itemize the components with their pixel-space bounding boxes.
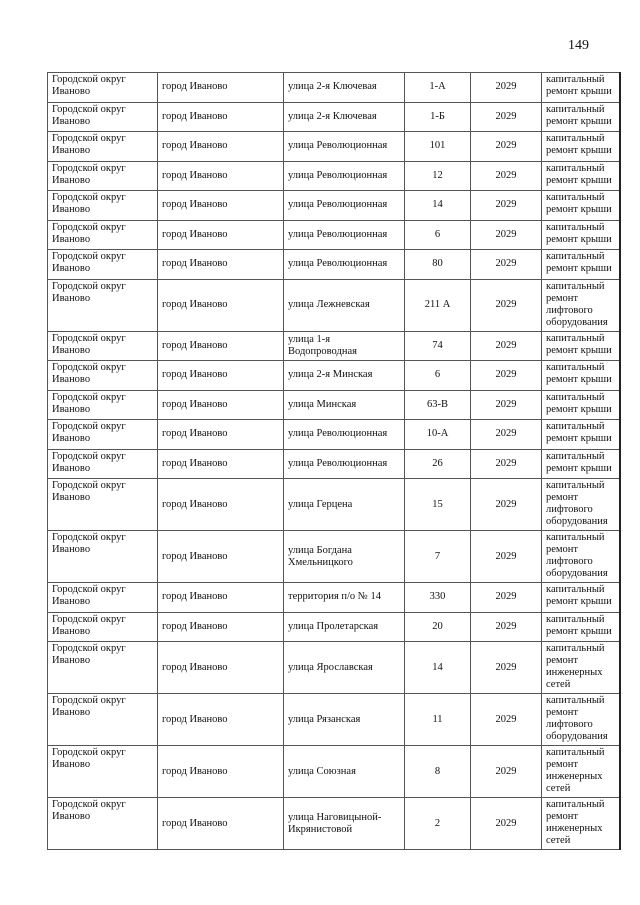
house-number-cell: 80 [405, 250, 471, 280]
house-number-cell: 1-А [405, 73, 471, 103]
street-cell: улица Революционная [284, 449, 405, 479]
house-number-cell: 20 [405, 612, 471, 642]
table-row [48, 191, 620, 221]
district-cell: Городской округ Иваново [48, 132, 158, 162]
work-type-cell: капитальный ремонт крыши [542, 390, 620, 420]
year-cell: 2029 [471, 191, 542, 221]
district-cell: Городской округ Иваново [48, 479, 158, 531]
table-row [48, 798, 620, 850]
table-row [48, 612, 620, 642]
work-type-cell: капитальный ремонт инженерных сетей [542, 746, 620, 798]
house-number-cell: 330 [405, 583, 471, 613]
street-cell: улица Революционная [284, 132, 405, 162]
work-type-cell: капитальный ремонт крыши [542, 449, 620, 479]
street-cell: улица Ярославская [284, 642, 405, 694]
year-cell: 2029 [471, 479, 542, 531]
work-type-cell: капитальный ремонт крыши [542, 73, 620, 103]
street-cell: улица Пролетарская [284, 612, 405, 642]
house-number-cell: 26 [405, 449, 471, 479]
year-cell: 2029 [471, 449, 542, 479]
year-cell: 2029 [471, 612, 542, 642]
year-cell: 2029 [471, 531, 542, 583]
house-number-cell: 8 [405, 746, 471, 798]
table-row [48, 132, 620, 162]
city-cell: город Иваново [158, 161, 284, 191]
house-number-cell: 7 [405, 531, 471, 583]
work-type-cell: капитальный ремонт лифтового оборудования [542, 479, 620, 531]
year-cell: 2029 [471, 746, 542, 798]
city-cell: город Иваново [158, 250, 284, 280]
work-type-cell: капитальный ремонт крыши [542, 331, 620, 361]
year-cell: 2029 [471, 161, 542, 191]
district-cell: Городской округ Иваново [48, 191, 158, 221]
house-number-cell: 15 [405, 479, 471, 531]
repair-schedule-table [47, 72, 621, 850]
table-row [48, 331, 620, 361]
table-row [48, 449, 620, 479]
year-cell: 2029 [471, 583, 542, 613]
street-cell: улица Лежневская [284, 279, 405, 331]
year-cell: 2029 [471, 361, 542, 391]
street-cell: улица Революционная [284, 420, 405, 450]
year-cell: 2029 [471, 132, 542, 162]
table-row [48, 479, 620, 531]
city-cell: город Иваново [158, 132, 284, 162]
district-cell: Городской округ Иваново [48, 361, 158, 391]
year-cell: 2029 [471, 73, 542, 103]
district-cell: Городской округ Иваново [48, 279, 158, 331]
house-number-cell: 1-Б [405, 102, 471, 132]
street-cell: улица Богдана Хмельницкого [284, 531, 405, 583]
table-row [48, 279, 620, 331]
street-cell: улица 2-я Ключевая [284, 73, 405, 103]
city-cell: город Иваново [158, 479, 284, 531]
district-cell: Городской округ Иваново [48, 390, 158, 420]
year-cell: 2029 [471, 798, 542, 850]
work-type-cell: капитальный ремонт крыши [542, 220, 620, 250]
street-cell: улица Революционная [284, 191, 405, 221]
house-number-cell: 14 [405, 642, 471, 694]
table-row [48, 361, 620, 391]
city-cell: город Иваново [158, 583, 284, 613]
work-type-cell: капитальный ремонт крыши [542, 583, 620, 613]
work-type-cell: капитальный ремонт крыши [542, 191, 620, 221]
city-cell: город Иваново [158, 642, 284, 694]
house-number-cell: 2 [405, 798, 471, 850]
work-type-cell: капитальный ремонт крыши [542, 420, 620, 450]
city-cell: город Иваново [158, 449, 284, 479]
district-cell: Городской округ Иваново [48, 531, 158, 583]
work-type-cell: капитальный ремонт инженерных сетей [542, 798, 620, 850]
year-cell: 2029 [471, 420, 542, 450]
street-cell: территория п/о № 14 [284, 583, 405, 613]
table-row [48, 390, 620, 420]
city-cell: город Иваново [158, 612, 284, 642]
street-cell: улица Наговицыной-Икрянистовой [284, 798, 405, 850]
work-type-cell: капитальный ремонт лифтового оборудования [542, 531, 620, 583]
city-cell: город Иваново [158, 279, 284, 331]
street-cell: улица 2-я Ключевая [284, 102, 405, 132]
city-cell: город Иваново [158, 746, 284, 798]
city-cell: город Иваново [158, 798, 284, 850]
district-cell: Городской округ Иваново [48, 161, 158, 191]
street-cell: улица 1-я Водопроводная [284, 331, 405, 361]
house-number-cell: 14 [405, 191, 471, 221]
city-cell: город Иваново [158, 361, 284, 391]
work-type-cell: капитальный ремонт крыши [542, 250, 620, 280]
street-cell: улица Рязанская [284, 694, 405, 746]
district-cell: Городской округ Иваново [48, 746, 158, 798]
work-type-cell: капитальный ремонт лифтового оборудования [542, 694, 620, 746]
year-cell: 2029 [471, 642, 542, 694]
house-number-cell: 211 А [405, 279, 471, 331]
table-row [48, 642, 620, 694]
city-cell: город Иваново [158, 73, 284, 103]
table-row [48, 420, 620, 450]
work-type-cell: капитальный ремонт инженерных сетей [542, 642, 620, 694]
work-type-cell: капитальный ремонт крыши [542, 102, 620, 132]
district-cell: Городской округ Иваново [48, 73, 158, 103]
street-cell: улица Революционная [284, 161, 405, 191]
table-row [48, 161, 620, 191]
district-cell: Городской округ Иваново [48, 583, 158, 613]
street-cell: улица 2-я Минская [284, 361, 405, 391]
house-number-cell: 12 [405, 161, 471, 191]
district-cell: Городской округ Иваново [48, 250, 158, 280]
city-cell: город Иваново [158, 102, 284, 132]
city-cell: город Иваново [158, 694, 284, 746]
city-cell: город Иваново [158, 531, 284, 583]
city-cell: город Иваново [158, 390, 284, 420]
table-row [48, 531, 620, 583]
year-cell: 2029 [471, 102, 542, 132]
city-cell: город Иваново [158, 220, 284, 250]
district-cell: Городской округ Иваново [48, 798, 158, 850]
house-number-cell: 10-А [405, 420, 471, 450]
table-row [48, 73, 620, 103]
district-cell: Городской округ Иваново [48, 642, 158, 694]
table-row [48, 250, 620, 280]
street-cell: улица Революционная [284, 250, 405, 280]
street-cell: улица Революционная [284, 220, 405, 250]
year-cell: 2029 [471, 220, 542, 250]
district-cell: Городской округ Иваново [48, 449, 158, 479]
table-row [48, 220, 620, 250]
house-number-cell: 63-В [405, 390, 471, 420]
city-cell: город Иваново [158, 191, 284, 221]
work-type-cell: капитальный ремонт лифтового оборудования [542, 279, 620, 331]
house-number-cell: 11 [405, 694, 471, 746]
work-type-cell: капитальный ремонт крыши [542, 361, 620, 391]
district-cell: Городской округ Иваново [48, 694, 158, 746]
page-number: 149 [568, 38, 589, 53]
work-type-cell: капитальный ремонт крыши [542, 612, 620, 642]
house-number-cell: 6 [405, 361, 471, 391]
work-type-cell: капитальный ремонт крыши [542, 132, 620, 162]
district-cell: Городской округ Иваново [48, 102, 158, 132]
street-cell: улица Герцена [284, 479, 405, 531]
city-cell: город Иваново [158, 331, 284, 361]
district-cell: Городской округ Иваново [48, 220, 158, 250]
street-cell: улица Минская [284, 390, 405, 420]
district-cell: Городской округ Иваново [48, 612, 158, 642]
street-cell: улица Союзная [284, 746, 405, 798]
house-number-cell: 6 [405, 220, 471, 250]
year-cell: 2029 [471, 390, 542, 420]
house-number-cell: 101 [405, 132, 471, 162]
year-cell: 2029 [471, 694, 542, 746]
year-cell: 2029 [471, 250, 542, 280]
house-number-cell: 74 [405, 331, 471, 361]
table-row [48, 102, 620, 132]
year-cell: 2029 [471, 331, 542, 361]
district-cell: Городской округ Иваново [48, 331, 158, 361]
table-row [48, 583, 620, 613]
city-cell: город Иваново [158, 420, 284, 450]
year-cell: 2029 [471, 279, 542, 331]
work-type-cell: капитальный ремонт крыши [542, 161, 620, 191]
table-row [48, 746, 620, 798]
table-row [48, 694, 620, 746]
district-cell: Городской округ Иваново [48, 420, 158, 450]
